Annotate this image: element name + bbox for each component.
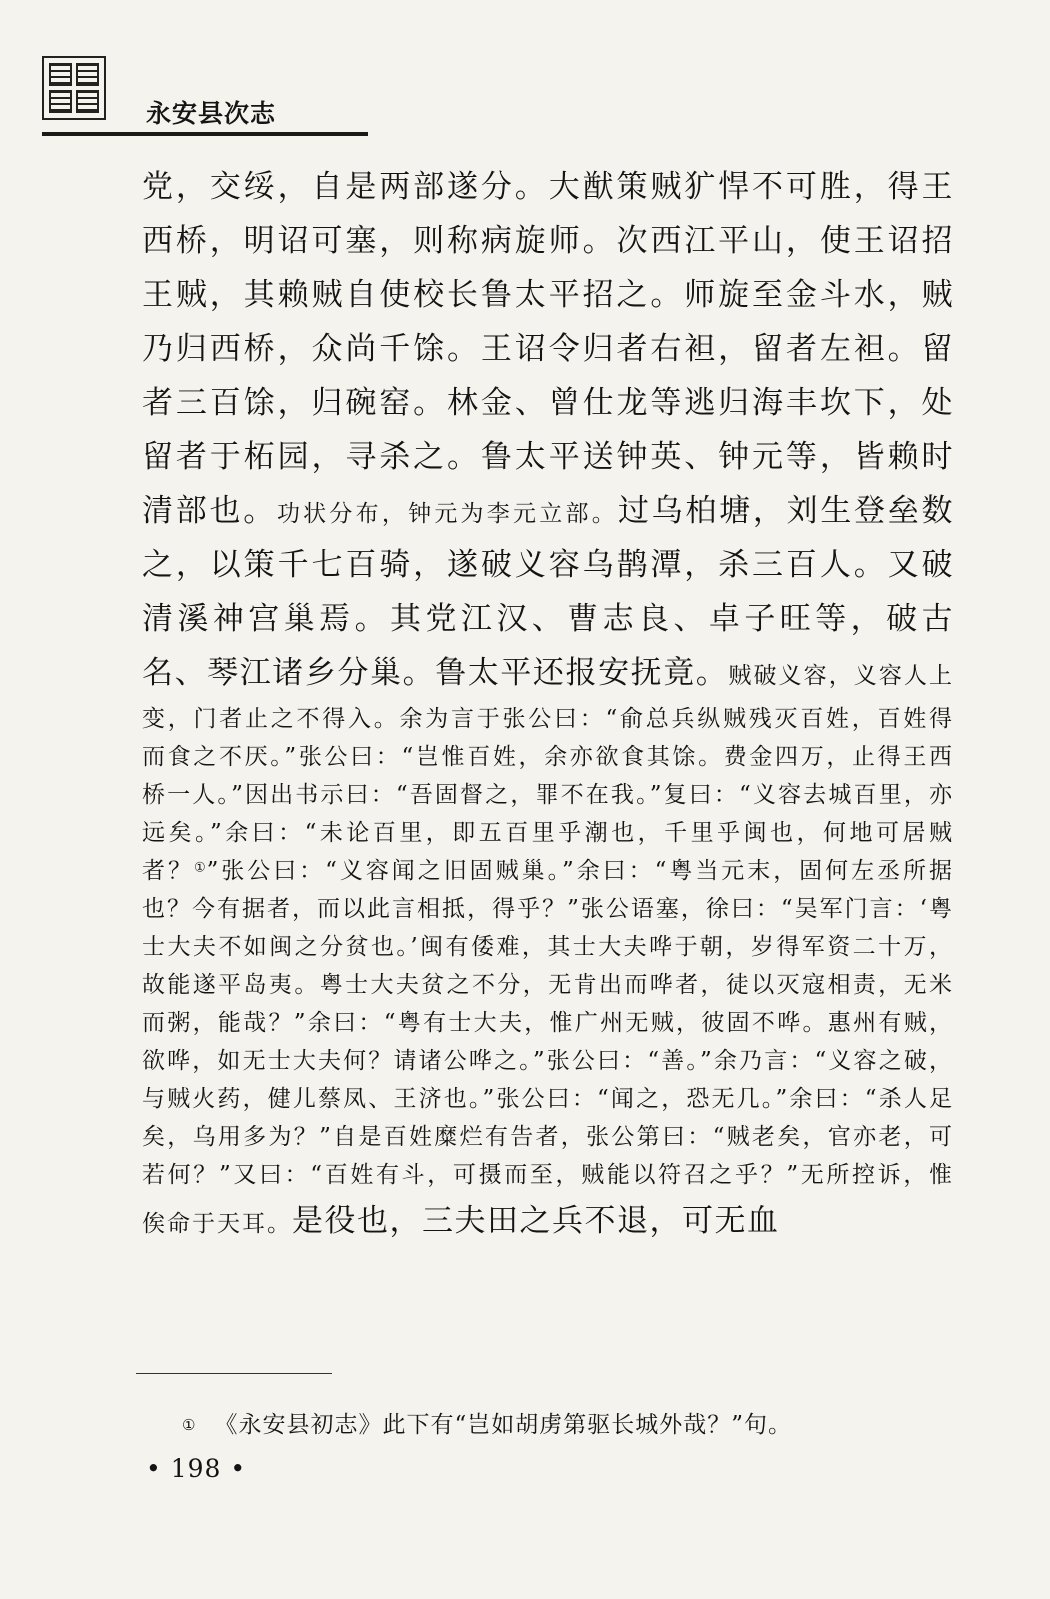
publisher-seal-icon [42, 56, 106, 120]
main-text: 是役也，三夫田之兵不退，可无血 [292, 1203, 780, 1239]
body-text [142, 160, 954, 1248]
main-text: 过乌柏塘，刘生登垒数之，以策千七百骑，遂破义容乌鹊潭，杀三百人。又破清溪神宫巢焉。其党江汉、曹志良、卓子旺等，破古名、琴江诸乡分巢。鲁太平还报安抚竟。 [142, 493, 955, 691]
footnote-reference: ① [193, 860, 207, 876]
main-text: 党，交绥，自是两部遂分。大猷策贼犷悍不可胜，得王西桥，明诏可塞，则称病旋师。次西江平山，使王诏招王贼，其赖贼自使校长鲁太平招之。师旋至金斗水，贼乃归西桥，众尚千馀。王诏令归者右袒，留者左袒。留者三百馀，归碗窑。林金、曾仕龙等逃归海丰坎下，处留者于柘园，寻杀之。鲁太平送钟英、钟元等，皆赖时清部也。 [142, 169, 954, 529]
annotation-text: 贼破义容，义容人上变，门者止之不得入。余为言于张公曰：“俞总兵纵贼残灭百姓，百姓得而食之不厌。”张公曰：“岂惟百姓，余亦欲食其馀。费金四万，止得王西桥一人。”因出书示曰：“吾固督之，罪不在我。”复曰：“义容去城百里，亦远矣。”余曰：“未论百里，即五百里乎潮也，千里乎闽也，何地可居贼者？ [142, 663, 955, 884]
annotation-text: 功状分布，钟元为李元立部。 [276, 501, 618, 527]
header-rule [42, 132, 368, 136]
footnote [182, 1406, 792, 1439]
footnote-text: 《永安县初志》此下有“岂如胡虏第驱长城外哉？”句。 [214, 1412, 792, 1438]
footnote-mark: ① [182, 1416, 197, 1434]
page-number: • 198 • [146, 1454, 247, 1483]
footnote-rule [136, 1373, 332, 1374]
running-title: 永安县次志 [146, 99, 277, 128]
annotation-text: ”张公曰：“义容闻之旧固贼巢。”余曰：“粤当元末，固何左丞所据也？今有据者，而以此言相抵，得乎？”张公语塞，徐曰：“吴军门言：‘粤士大夫不如闽之分贫也。’闽有倭难，其士大夫哗于朝，岁得军资二十万，故能遂平岛夷。粤士大夫贫之不分，无肯出而哗者，徒以灭寇相责，无米而粥，能哉？”余曰：“粤有士大夫，惟广州无贼，彼固不哗。惠州有贼，欲哗，如无士大夫何？请诸公哗之。”张公曰：“善。”余乃言：“义容之破，与贼火药，健儿蔡凤、王济也。”张公曰：“闻之，恐无几。”余曰：“杀人足矣，乌用多为？”自是百姓糜烂有告者，张公第曰：“贼老矣，官亦老，可若何？”又曰：“百姓有斗，可摄而至，贼能以符召之乎？”无所控诉，惟俟命于天耳。 [142, 858, 955, 1237]
